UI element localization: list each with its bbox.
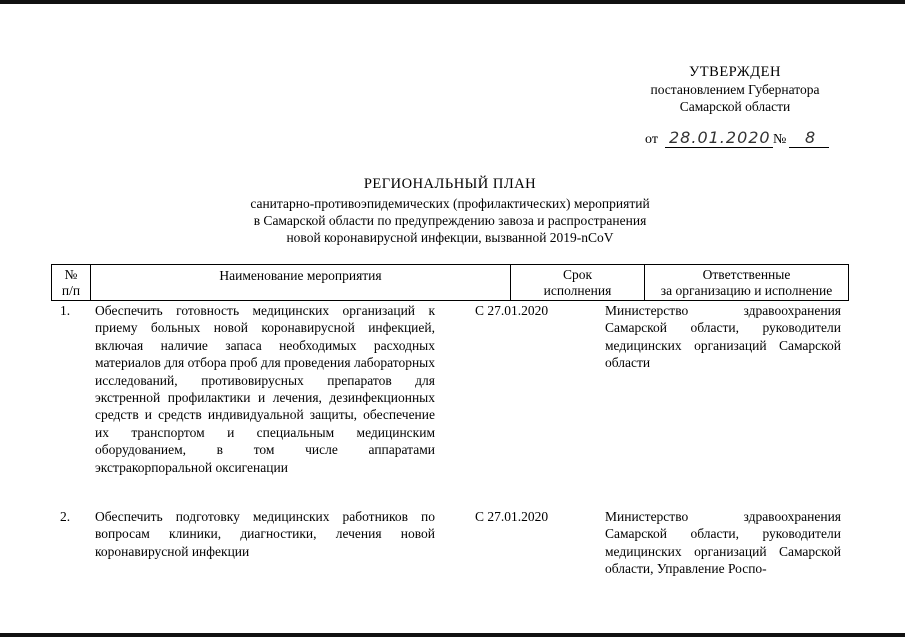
- decree-from-label: от: [645, 132, 658, 147]
- plan-subtitle-1: санитарно-противоэпидемических (профилактических) мероприятий: [250, 196, 650, 211]
- row-1-name: Обеспечить готовность медицинских организаций к приему больных новой коронавирусной инфекцией, включая наличие запаса необходимых расходных материалов для отбора проб для проведения лабораторных исследований, противовирусных препаратов для экстренной профилактики и лечения, дезинфекционных средств и средств индивидуальной защиты, обеспечение их транспортом и специальным медицинским оборудованием, в том числе аппаратами экстракорпоральной оксигенации: [95, 303, 435, 475]
- header-responsible: [645, 265, 848, 300]
- decree-number-label: №: [773, 132, 787, 147]
- plan-subtitle-3: новой коронавирусной инфекции, вызванной 2019-nCoV: [286, 230, 614, 245]
- row-1-num: 1.: [60, 303, 71, 318]
- row-2-term: С 27.01.2020: [475, 509, 549, 524]
- header-term-line2: исполнения: [543, 283, 612, 298]
- top-border: [0, 0, 905, 4]
- header-term-line1: Срок: [562, 267, 593, 282]
- header-resp-line2: за организацию и исполнение: [660, 283, 833, 298]
- decree-date: 28.01.2020: [669, 128, 771, 147]
- bottom-border: [0, 633, 905, 637]
- header-num: [52, 265, 91, 300]
- row-2-num: 2.: [60, 509, 71, 524]
- row-2-name: Обеспечить подготовку медицинских работников по вопросам клиники, диагностики, лечения новой коронавирусной инфекции: [95, 509, 435, 559]
- plan-subtitle-2: в Самарской области по предупреждению завоза и распространения: [253, 213, 647, 228]
- approved-line1: постановлением Губернатора: [650, 82, 820, 97]
- approval-stamp: [630, 64, 840, 115]
- approved-line2: Самарской области: [679, 99, 791, 114]
- decree-reference: [645, 130, 845, 152]
- table-header: [51, 264, 849, 301]
- header-num-line2: п/п: [61, 283, 81, 298]
- header-term: [511, 265, 645, 300]
- header-name: Наименование мероприятия: [91, 265, 511, 300]
- plan-title: РЕГИОНАЛЬНЫЙ ПЛАН: [363, 176, 537, 192]
- decree-number: 8: [805, 128, 817, 147]
- row-1-term: С 27.01.2020: [475, 303, 549, 318]
- header-resp-line1: Ответственные: [702, 267, 791, 282]
- approved-title: УТВЕРЖДЕН: [689, 64, 781, 80]
- header-num-line1: №: [64, 267, 78, 282]
- row-1-responsible: Министерство здравоохранения Самарской области, руководители медицинских организаций Самарской области: [605, 303, 841, 371]
- row-2-responsible: Министерство здравоохранения Самарской области, руководители медицинских организаций Самарской области, Управление Роспо-: [605, 509, 841, 577]
- plan-heading: [140, 176, 760, 246]
